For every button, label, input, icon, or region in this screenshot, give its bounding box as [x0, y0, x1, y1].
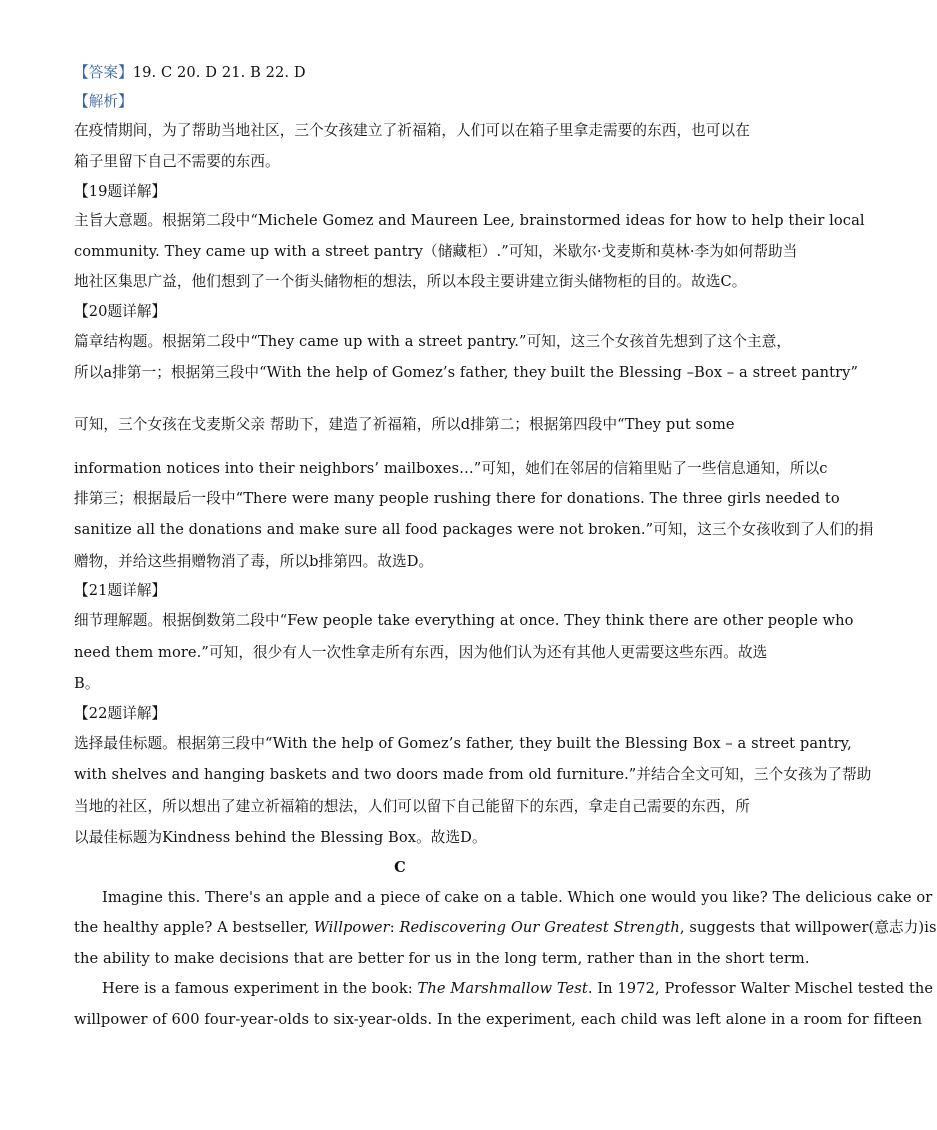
q19-text: 主旨大意题。根据第二段中“Michele Gomez and Maureen Lee, brainstormed ideas for how to help their local	[74, 212, 865, 229]
q19-heading: 【19题详解】	[74, 183, 167, 200]
q20-text: 篇章结构题。根据第二段中“They came up with a street pantry.”可知，这三个女孩首先想到了这个主意，	[74, 333, 792, 350]
experiment-title: The Marshmallow Test	[417, 980, 588, 997]
passage-text: the ability to make decisions that are better for us in the long term, rather than in the short term.	[74, 950, 810, 967]
passage-span: . In 1972, Professor Walter Mischel tested the	[587, 980, 934, 997]
book-title: Willpower	[313, 919, 390, 936]
passage-text	[74, 918, 937, 938]
q21-text: B。	[74, 675, 100, 692]
q22-text: 当地的社区，所以想出了建立祈福箱的想法，人们可以留下自己能留下的东西，拿走自己需要的东西，所	[74, 798, 750, 815]
q20-text: 排第三；根据最后一段中“There were many people rushing there for donations. The three girls needed to	[74, 490, 840, 507]
q20-text: 赠物，并给这些捐赠物消了毒，所以b排第四。故选D。	[74, 553, 434, 570]
analysis-label: 【解析】	[74, 93, 133, 110]
q21-text: need them more.”可知，很少有人一次性拿走所有东西，因为他们认为还有其他人更需要这些东西。故选	[74, 644, 768, 661]
q21-text: 细节理解题。根据倒数第二段中“Few people take everything at once. They think there are other people who	[74, 612, 854, 629]
passage-text	[102, 979, 934, 999]
q22-text: 选择最佳标题。根据第三段中“With the help of Gomez’s father, they built the Blessing Box – a street pantry,	[74, 735, 852, 752]
q22-text: 以最佳标题为Kindness behind the Blessing Box。故选D。	[74, 829, 487, 846]
q22-text: with shelves and hanging baskets and two doors made from old furniture.”并结合全文可知，三个女孩为了帮助	[74, 766, 872, 783]
answer-line	[74, 63, 730, 83]
q19-text: 地社区集思广益，他们想到了一个街头储物柜的想法，所以本段主要讲建立街头储物柜的目的。故选C。	[74, 273, 747, 290]
q20-heading: 【20题详解】	[74, 303, 167, 320]
passage-span: the healthy apple? A bestseller,	[74, 919, 314, 936]
q20-text: information notices into their neighbors’ mailboxes…”可知，她们在邻居的信箱里贴了一些信息通知，所以c	[74, 460, 828, 477]
q22-heading: 【22题详解】	[74, 705, 167, 722]
book-subtitle: Rediscovering Our Greatest Strength	[399, 919, 680, 936]
passage-span: Here is a famous experiment in the book:	[102, 980, 418, 997]
analysis-text: 在疫情期间，为了帮助当地社区，三个女孩建立了祈福箱，人们可以在箱子里拿走需要的东西，也可以在	[74, 122, 750, 139]
passage-text: Imagine this. There's an apple and a piece of cake on a table. Which one would you like? The delicious cake or	[102, 889, 933, 906]
q20-text: 所以a排第一；根据第三段中“With the help of Gomez’s father, they built the Blessing –Box – a street pantry”	[74, 364, 859, 381]
answer-items: 19. C 20. D 21. B 22. D	[132, 64, 306, 81]
answer-label: 【答案】	[74, 64, 133, 81]
section-c-title: C	[394, 859, 406, 876]
q21-heading: 【21题详解】	[74, 582, 167, 599]
analysis-text: 箱子里留下自己不需要的东西。	[74, 153, 280, 170]
passage-text: willpower of 600 four-year-olds to six-year-olds. In the experiment, each child was left alone in a room for fifteen	[74, 1011, 923, 1028]
q19-text: community. They came up with a street pantry（储藏柜）.”可知，米歇尔·戈麦斯和莫林·李为如何帮助当	[74, 243, 798, 260]
q20-text: sanitize all the donations and make sure all food packages were not broken.”可知，这三个女孩收到了人们的捐	[74, 521, 874, 538]
passage-span: :	[389, 919, 400, 936]
passage-span: , suggests that willpower(意志力)is	[679, 919, 937, 936]
q20-text: 可知，三个女孩在戈麦斯父亲 帮助下，建造了祈福箱，所以d排第二；根据第四段中“They put some	[74, 416, 735, 433]
